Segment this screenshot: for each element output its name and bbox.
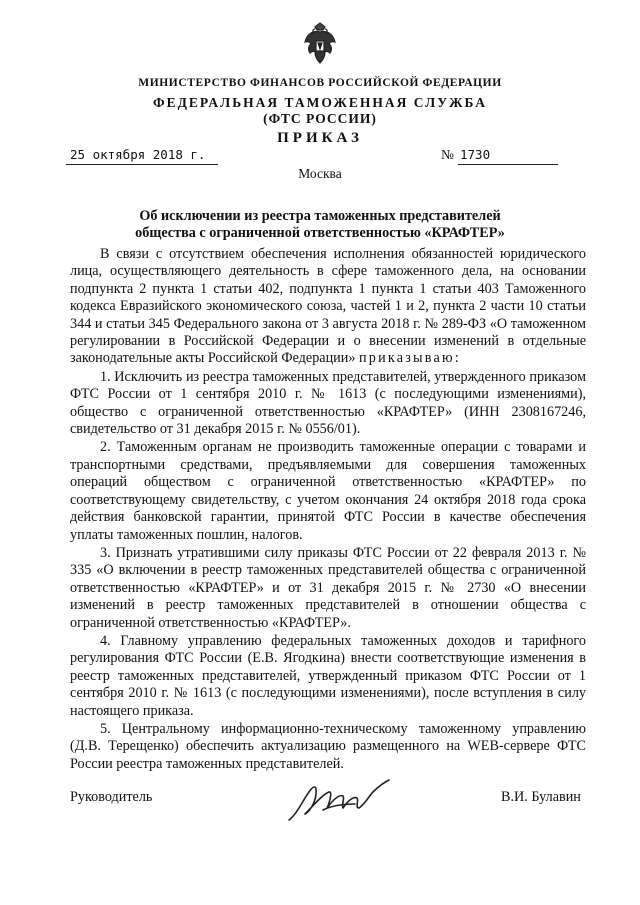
order-number: 1730 xyxy=(460,147,491,162)
signatory-position: Руководитель xyxy=(70,789,153,805)
document-title xyxy=(100,208,540,242)
item-4: 4. Главному управлению федеральных таможенных доходов и тарифного регулирования ФТС России (Е.В. Ягодкина) внести соответствующие изменения в реестр таможенных представителей, утвержденный приказом ФТС России от 1 сентября 2010 г. № 1613 (с последующими изменениями), после вступления в силу настоящего приказа. xyxy=(70,632,586,719)
handwritten-signature-icon xyxy=(283,770,393,830)
service-name: ФЕДЕРАЛЬНАЯ ТАМОЖЕННАЯ СЛУЖБА xyxy=(153,95,487,110)
service-abbr: (ФТС РОССИИ) xyxy=(263,111,377,126)
title-line-1: Об исключении из реестра таможенных представителей xyxy=(139,208,501,224)
document-body xyxy=(70,246,586,774)
number-underline xyxy=(458,164,558,165)
title-line-2: общества с ограниченной ответственностью «КРАФТЕР» xyxy=(135,225,505,241)
preamble-text: В связи с отсутствием обеспечения исполнения обязанностей юридического лица, осуществляющего деятельность в сфере таможенного дела, на основании подпункта 2 пункта 1 статьи 402, подпункта 1 пункта 1 статьи 403 Таможенного кодекса Евразийского экономического союза, частей 1 и 2, пункта 2 части 10 статьи 344 и статьи 345 Федерального закона от 3 августа 2018 г. № 289-ФЗ «О таможенном регулировании в Российской Федерации и о внесении изменений в отдельные законодательные акты Российской Федерации» xyxy=(70,246,586,367)
signatory-name: В.И. Булавин xyxy=(501,789,581,805)
order-date: 25 октября 2018 г. xyxy=(70,147,206,162)
number-label: № xyxy=(441,147,454,162)
russian-coat-of-arms-icon xyxy=(303,22,337,66)
preamble-paragraph xyxy=(70,246,586,368)
item-1: 1. Исключить из реестра таможенных представителей, утвержденного приказом ФТС России от 1 сентября 2010 г. № 1613 (с последующими изменениями), общество с ограниченной ответственностью «КРАФТЕР» (ИНН 2308167246, свидетельство от 31 декабря 2015 г. № 0556/01). xyxy=(70,368,586,438)
city: Москва xyxy=(298,166,342,181)
document-type: ПРИКАЗ xyxy=(277,130,363,146)
item-2: 2. Таможенным органам не производить таможенные операции с товарами и транспортными средствами, предъявляемыми для совершения таможенных операций обществом с ограниченной ответственностью «КРАФТЕР» по соответствующему свидетельству, с учетом окончания 24 октября 2018 года срока действия банковской гарантии, принятой ФТС России в качестве обеспечения уплаты таможенных пошлин, налогов. xyxy=(70,439,586,543)
order-word: приказываю: xyxy=(359,350,461,367)
date-underline xyxy=(66,164,218,165)
item-3: 3. Признать утратившими силу приказы ФТС России от 22 февраля 2013 г. № 335 «О включении в реестр таможенных представителей общества с ограниченной ответственностью «КРАФТЕР» и от 31 декабря 2015 г. № 2730 «О внесении изменений в реестр таможенных представителей в отношении общества с ограниченной ответственностью «КРАФТЕР». xyxy=(70,544,586,631)
item-5: 5. Центральному информационно-техническому таможенному управлению (Д.В. Терещенко) обеспечить актуализацию размещенного на WEB-сервере ФТС России реестра таможенных представителей. xyxy=(70,720,586,772)
ministry-name: МИНИСТЕРСТВО ФИНАНСОВ РОССИЙСКОЙ ФЕДЕРАЦИИ xyxy=(138,77,502,89)
